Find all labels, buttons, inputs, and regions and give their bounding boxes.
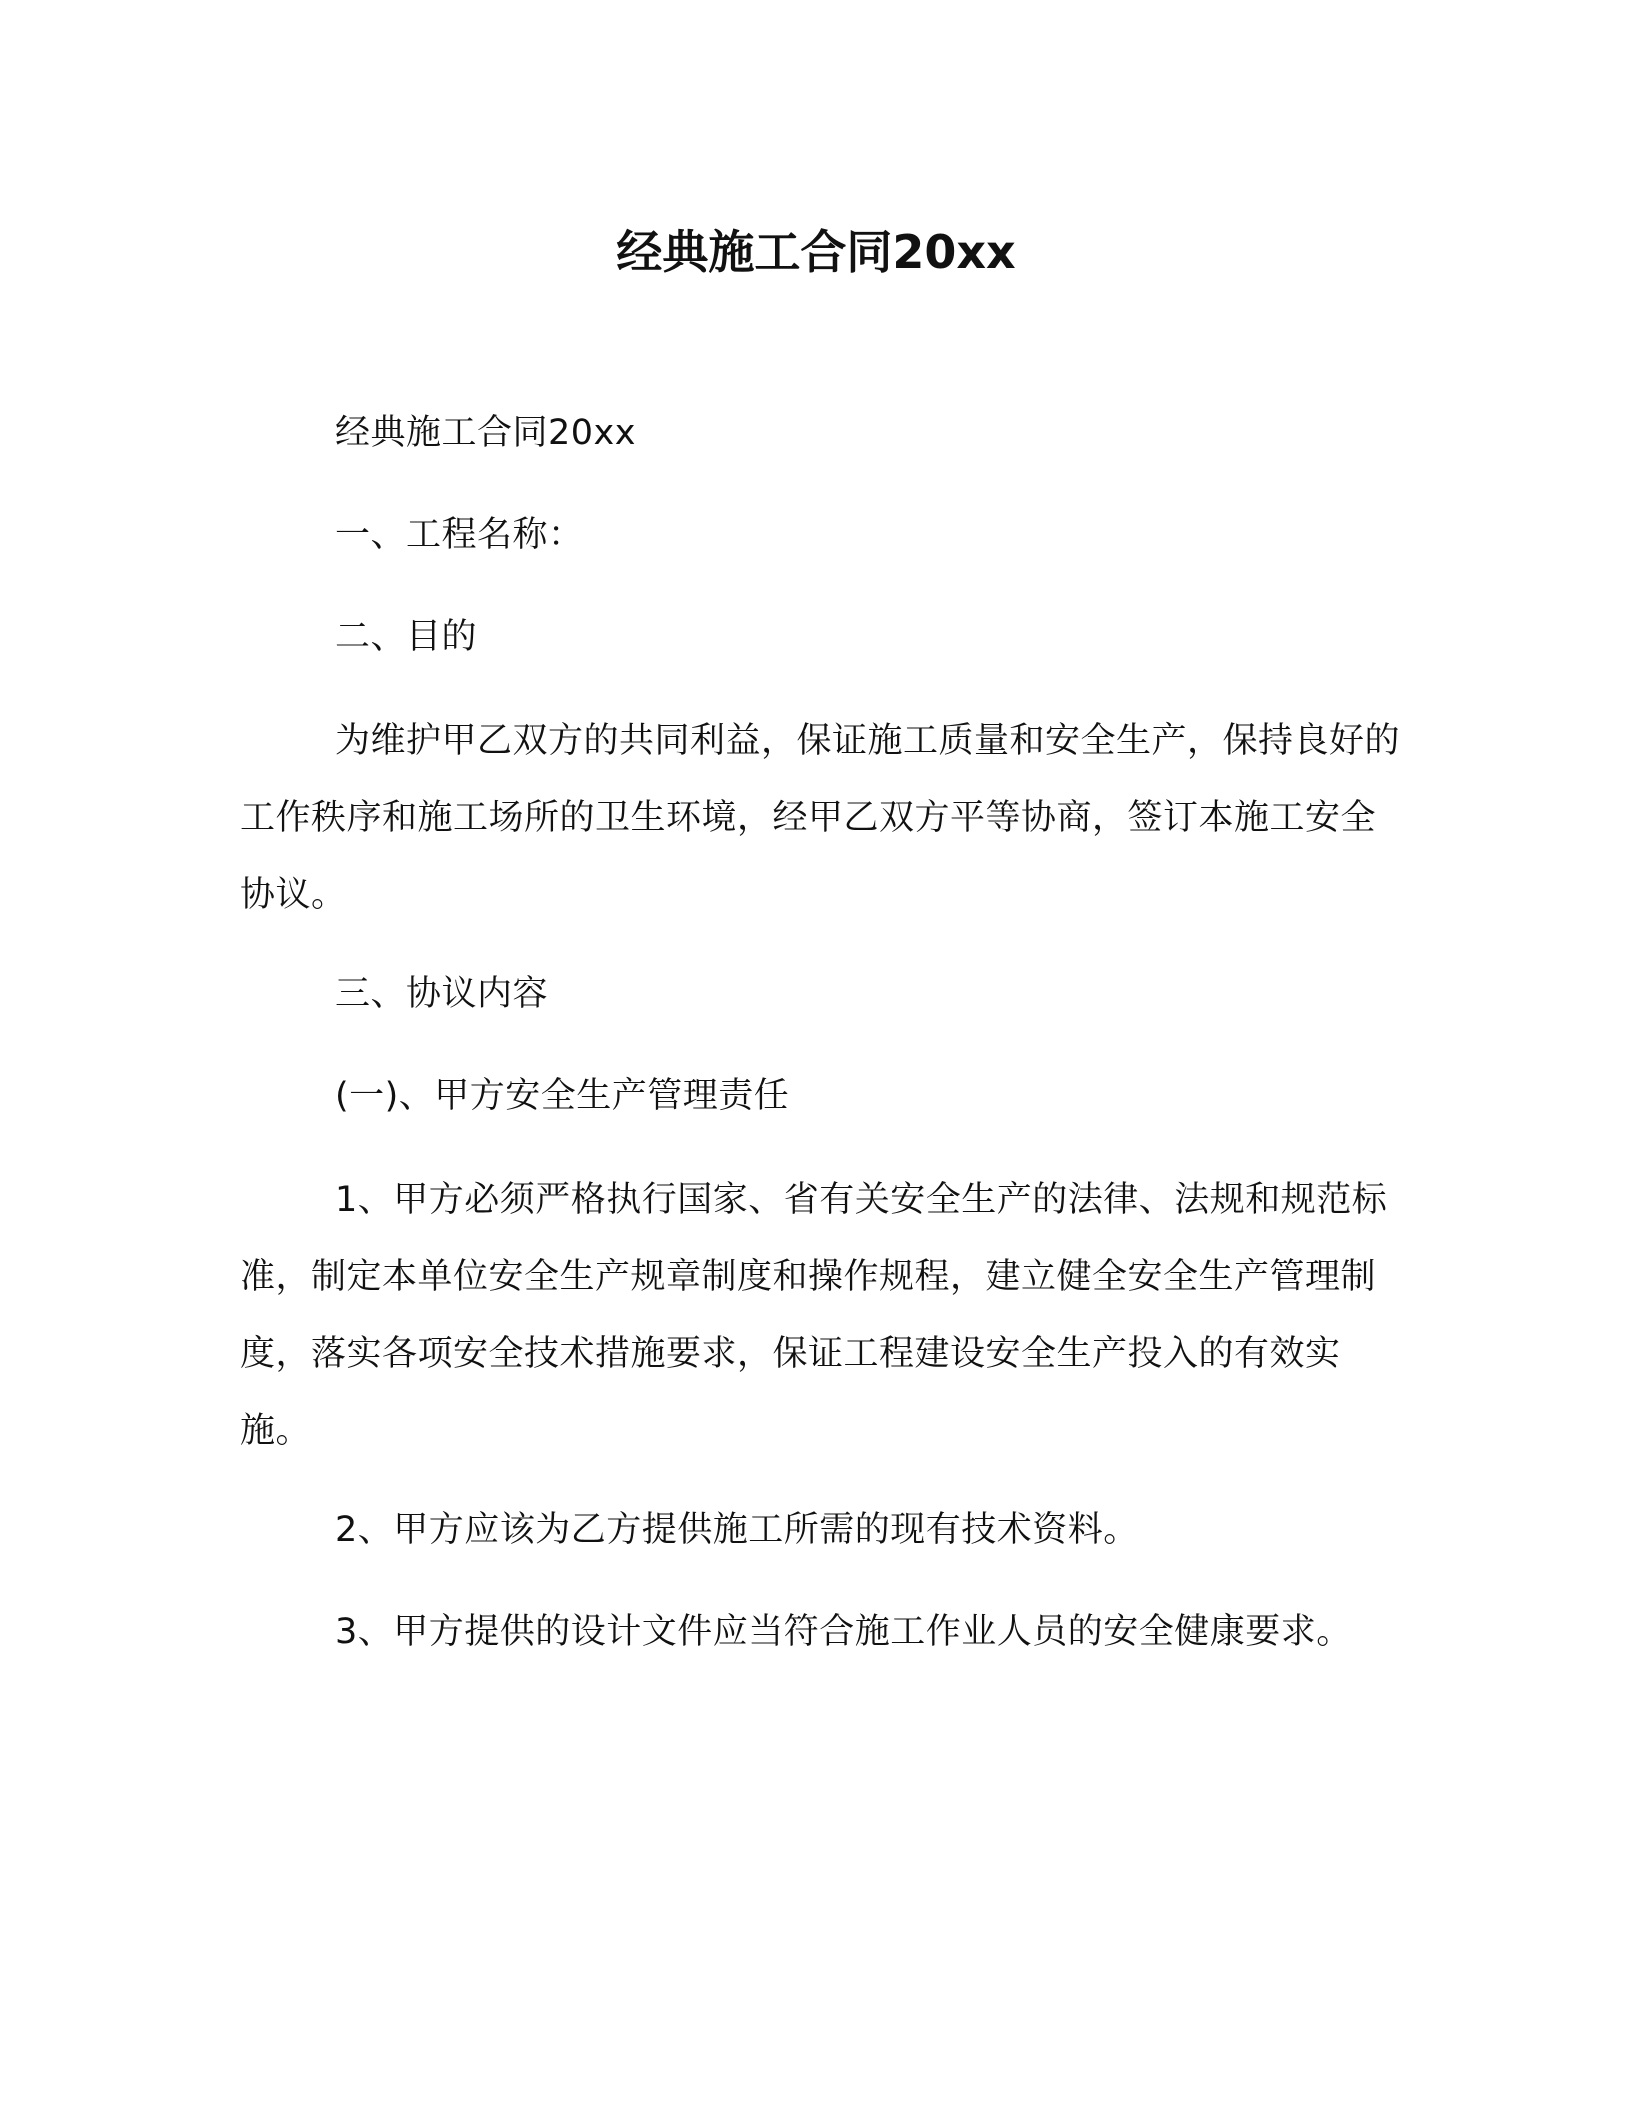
purpose-paragraph: 为维护甲乙双方的共同利益，保证施工质量和安全生产，保持良好的工作秩序和施工场所的卫生环境，经甲乙双方平等协商，签订本施工安全协议。 xyxy=(240,721,1401,915)
subsection-party-a-heading: (一)、甲方安全生产管理责任 xyxy=(335,1076,790,1116)
section-project-name: 一、工程名称： xyxy=(335,515,584,555)
document-subtitle: 经典施工合同20xx xyxy=(335,413,636,453)
clause-item-1: 1、甲方必须严格执行国家、省有关安全生产的法律、法规和规范标准，制定本单位安全生产规章制度和操作规程，建立健全安全生产管理制度，落实各项安全技术措施要求，保证工程建设安全生产投入的有效实施。 xyxy=(240,1180,1388,1451)
clause-item-3: 3、甲方提供的设计文件应当符合施工作业人员的安全健康要求。 xyxy=(335,1612,1352,1652)
section-agreement-heading: 三、协议内容 xyxy=(335,974,549,1014)
clause-item-2: 2、甲方应该为乙方提供施工所需的现有技术资料。 xyxy=(335,1510,1139,1550)
section-purpose-heading: 二、目的 xyxy=(335,617,478,657)
document-title: 经典施工合同20xx xyxy=(616,225,1016,279)
